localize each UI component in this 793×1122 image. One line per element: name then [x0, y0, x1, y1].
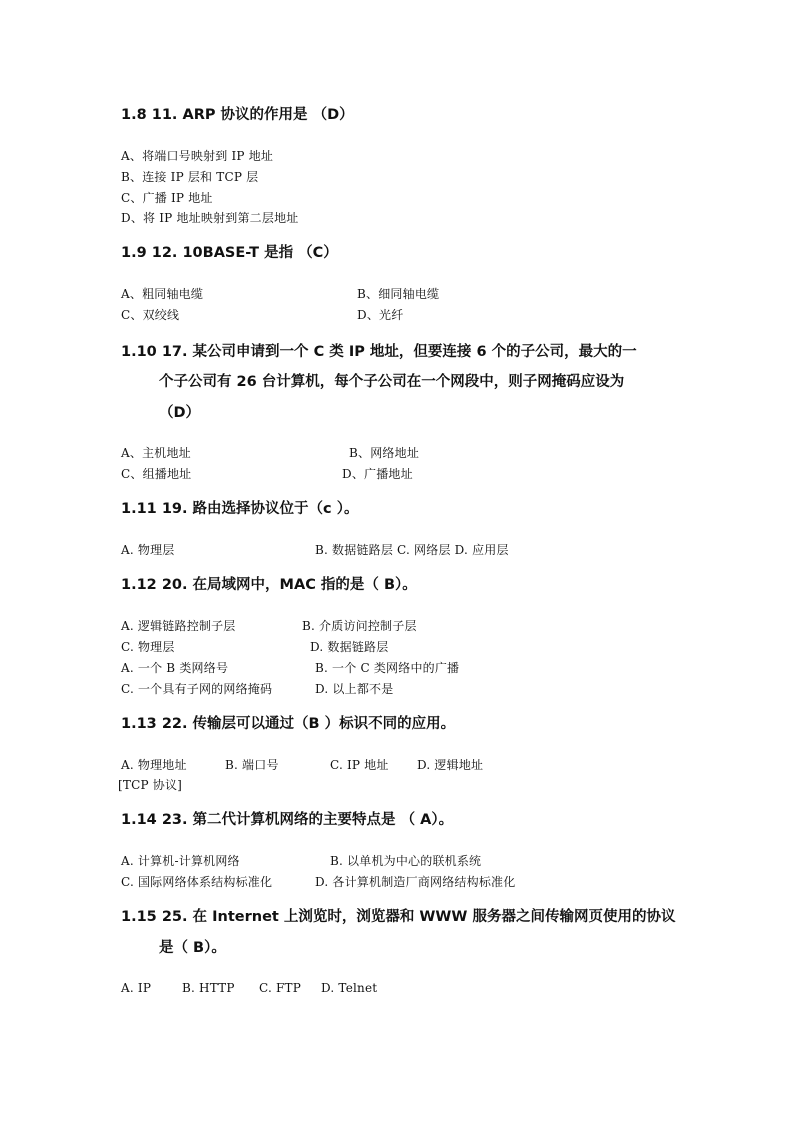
option-a: A、粗同轴电缆 — [121, 287, 204, 301]
question-title-text: 1.8 11. ARP 协议的作用是 （D） — [121, 107, 354, 123]
option-c: C. 国际网络体系结构标准化 — [121, 875, 273, 889]
option-b: B、连接 IP 层和 TCP 层 — [121, 170, 259, 184]
option-c: C. IP 地址 — [330, 758, 389, 772]
option-d: D、广播地址 — [342, 467, 413, 481]
question-title-text: 1.13 22. 传输层可以通过（B ）标识不同的应用。 — [121, 716, 456, 732]
note-text: [TCP 协议] — [118, 778, 183, 792]
option-a: A. 一个 B 类网络号 — [121, 661, 229, 675]
question-title-text: 1.11 19. 路由选择协议位于（c ）。 — [121, 501, 359, 517]
option-c: C、广播 IP 地址 — [121, 191, 213, 205]
option-a: A、将端口号映射到 IP 地址 — [121, 149, 274, 163]
option-c: C. 一个具有子网的网络掩码 — [121, 682, 273, 696]
option-a: A. 物理地址 — [121, 758, 187, 772]
option-a: A、主机地址 — [121, 446, 191, 460]
question-title-line-2: 是（ B）。 — [159, 940, 226, 956]
option-c: C、组播地址 — [121, 467, 192, 481]
option-b: B. 端口号 — [225, 758, 279, 772]
option-b: B. 数据链路层 C. 网络层 D. 应用层 — [315, 543, 509, 557]
question-title-line-2: 个子公司有 26 台计算机，每个子公司在一个网段中，则子网掩码应设为 — [159, 374, 625, 390]
option-c: C、双绞线 — [121, 308, 180, 322]
option-c: C. FTP — [259, 981, 301, 995]
option-d: D. Telnet — [321, 981, 378, 995]
option-b: B. 一个 C 类网络中的广播 — [315, 661, 460, 675]
option-b: B、细同轴电缆 — [357, 287, 440, 301]
question-title-text: 1.9 12. 10BASE-T 是指 （C） — [121, 245, 338, 261]
option-d: D、将 IP 地址映射到第二层地址 — [121, 211, 299, 225]
question-title-text: 1.14 23. 第二代计算机网络的主要特点是 （ A）。 — [121, 812, 454, 828]
option-a: A. 逻辑链路控制子层 — [121, 619, 236, 633]
question-title-text: 1.12 20. 在局域网中，MAC 指的是（ B）。 — [121, 577, 417, 593]
option-d: D. 以上都不是 — [315, 682, 394, 696]
question-title-line-1: 1.15 25. 在 Internet 上浏览时，浏览器和 WWW 服务器之间传输网页使用的协议 — [121, 909, 676, 925]
option-d: D、光纤 — [357, 308, 404, 322]
option-d: D. 各计算机制造厂商网络结构标准化 — [315, 875, 516, 889]
question-title-line-1: 1.10 17. 某公司申请到一个 C 类 IP 地址，但要连接 6 个的子公司，最大的一 — [121, 344, 637, 360]
option-a: A. 计算机-计算机网络 — [121, 854, 240, 868]
option-b: B. 以单机为中心的联机系统 — [330, 854, 482, 868]
option-c: C. 物理层 — [121, 640, 175, 654]
option-a: A. 物理层 — [121, 543, 175, 557]
option-b: B. HTTP — [182, 981, 235, 995]
option-d: D. 数据链路层 — [310, 640, 389, 654]
option-d: D. 逻辑地址 — [417, 758, 484, 772]
option-a: A. IP — [121, 981, 152, 995]
option-b: B. 介质访问控制子层 — [302, 619, 417, 633]
question-title-line-3: （D） — [159, 405, 201, 421]
option-b: B、网络地址 — [349, 446, 420, 460]
